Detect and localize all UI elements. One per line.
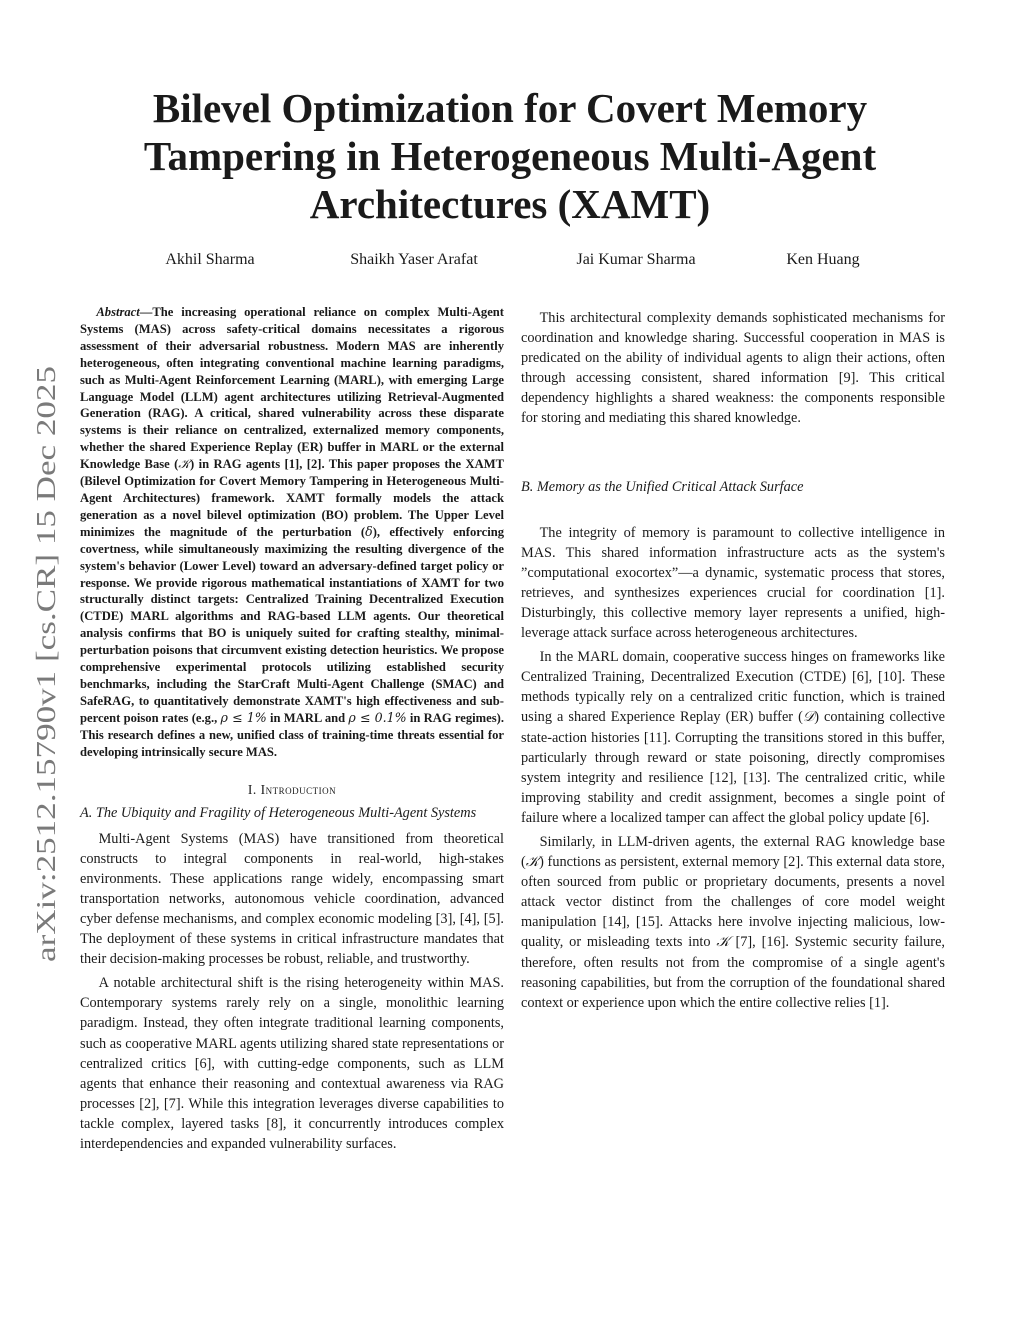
section-heading-introduction xyxy=(80,780,504,800)
er-buffer-symbol: 𝒟 xyxy=(802,709,815,726)
paragraph-text: Similarly, in LLM-driven agents, the external RAG knowledge base ( xyxy=(521,833,945,871)
abstract-text: ) in RAG agents [1], [2]. This paper proposes the XAMT (Bilevel Optimization for Covert Memory Tampering in Heterogeneous Multi-Agent Architectures) framework. XAMT formally models the attack generation as a novel bilevel optimization (BO) problem. The Upper Level minimizes the magnitude of the perturbation ( xyxy=(80,457,504,539)
abstract-text: The increasing operational reliance on complex Multi-Agent Systems (MAS) across safety-critical domains necessitates a rigorous assessment of their adversarial robustness. Modern MAS are inherently heterogeneous, often integrating conventional machine learning paradigms, such as Multi-Agent Reinforcement Learning (MARL), with emerging Large Language Model (LLM) agent architectures utilizing Retrieval-Augmented Generation (RAG). A critical, shared vulnerability across these disparate systems is their reliance on centralized, externalized memory components, whether the shared Experience Replay (ER) buffer in MARL or the external Knowledge Base ( xyxy=(80,305,504,472)
abstract-text: ), effectively enforcing covertness, while simultaneously maximizing the resulting divergence of the system's behavior (Lower Level) toward an adversary-defined target policy or response. We provide rigorous mathematical instantiations of XAMT for two structurally distinct targets: Centralized Training Decentralized Execution (CTDE) MARL algorithms and RAG-based LLM agents. Our theoretical analysis confirms that BO is uniquely suited for crafting stealthy, minimal-perturbation poisons that circumvent existing detection heuristics. We propose comprehensive experimental protocols utilizing established security benchmarks, including the StarCraft Multi-Agent Challenge (SMAC) and SafeRAG, to quantitatively demonstrate XAMT's high effectiveness and sub-percent poison rates (e.g., xyxy=(80,524,504,725)
paragraph-b1: The integrity of memory is paramount to collective intelligence in MAS. This shared information infrastructure acts as the system's ”computational exocortex”—a dynamic, systematic process that stores, retrieves, and synthesizes experiences crucial for coordination [1]. Disturbingly, this collective memory layer represents a unified, high-leverage attack surface across heterogeneous architectures. xyxy=(521,524,945,642)
paragraph-a2: A notable architectural shift is the rising heterogeneity within MAS. Contemporary systems rarely rely on a single, monolithic learning paradigm. Instead, they often integrate traditional learning components, such as cooperative MARL agents utilizing shared state representations or centralized critics [6], with cutting-edge components, such as LLM agents that enhance their reasoning and contextual awareness via RAG processes [2], [7]. While this integration leverages diverse capabilities to tackle complex, layered tasks [8], it concurrently introduces complex interdependencies and expanded vulnerability surfaces. xyxy=(80,975,504,1152)
abstract-text: in RAG regimes). This research defines a new, unified class of training-time threats essential for developing intrinsically secure MAS. xyxy=(80,710,504,759)
author-name: Shaikh Yaser Arafat xyxy=(350,251,478,268)
knowledge-base-symbol: 𝒦 xyxy=(525,854,540,871)
paragraph-a1: Multi-Agent Systems (MAS) have transitioned from theoretical constructs to integral components in real-world, high-stakes environments. These applications range widely, encompassing smart transportation networks, autonomous vehicle coordination, advanced cyber defense mechanisms, and complex economic modeling [3], [4], [5]. The deployment of these systems in critical infrastructure mandates that their decision-making processes be robust, reliable, and trustworthy. xyxy=(80,830,504,968)
marl-poison-rate: ρ ≤ 1% xyxy=(220,709,267,725)
subsection-heading-b: B. Memory as the Unified Critical Attack Surface xyxy=(521,478,804,495)
paragraph-a3: This architectural complexity demands sophisticated mechanisms for coordination and knowledge sharing. Successful cooperation in MAS is predicated on the ability of individual agents to align their actions, often through accessing consistent, shared information [9]. This critical dependency highlights a shared weakness: the components responsible for storing and mediating this shared knowledge. xyxy=(521,310,945,427)
author-list xyxy=(0,250,1024,274)
perturbation-symbol: δ xyxy=(365,523,373,539)
abstract xyxy=(80,304,504,760)
rag-poison-rate: ρ ≤ 0.1% xyxy=(348,709,407,725)
author-name: Jai Kumar Sharma xyxy=(576,251,696,268)
paragraph-b2 xyxy=(521,647,945,828)
paragraph-text: In the MARL domain, cooperative success hinges on frameworks like Centralized Training, Decentralized Execution (CTDE) [6], [10]. These methods typically rely on a centralized critic function, which is trained using a shared Experience Replay (ER) buffer ( xyxy=(521,649,945,726)
arxiv-identifier-text: arXiv:2512.15790v1 [cs.CR] 15 Dec 2025 xyxy=(31,503,61,962)
paragraph-text: [7], [16]. Systemic security failure, therefore, often results not from the compromise of a single agent's reasoning capabilities, but from the corruption of the foundational shared context or experience upon which the entire collective relies [1]. xyxy=(521,934,945,1011)
subsection-heading-a: A. The Ubiquity and Fragility of Heterogeneous Multi-Agent Systems xyxy=(80,804,477,821)
abstract-text: in MARL and xyxy=(266,710,349,725)
left-column xyxy=(80,304,504,1154)
paragraph-text: ) functions as persistent, external memory [2]. This external data store, often sourced from public or proprietary documents, presents a novel attack vector distinct from the challenges of core model weight manipulation [14], [15]. Attacks here involve injecting malicious, low-quality, or misleading texts into xyxy=(521,854,945,951)
abstract-dash: — xyxy=(139,305,153,319)
arxiv-identifier-stamp xyxy=(22,364,68,964)
abstract-label: Abstract xyxy=(96,305,140,319)
right-column xyxy=(521,304,945,1013)
paragraph-b3 xyxy=(521,832,945,1013)
knowledge-base-symbol: 𝒦 xyxy=(178,456,191,472)
paragraph-text: ) containing collective state-action histories [11]. Corrupting the transitions stored in this buffer, particularly through reward or state poisoning, directly compromises system integrity and resilience [12], [13]. The centralized critic, while improving stability and credit assignment, becomes a single point of failure where a localized tamper can affect the global policy update [6]. xyxy=(521,709,945,826)
paper-title: Bilevel Optimization for Covert Memory Tampering in Heterogeneous Multi-Agent Architectures (XAMT) xyxy=(143,85,877,227)
author-name: Akhil Sharma xyxy=(165,251,255,268)
knowledge-base-symbol: 𝒦 xyxy=(716,934,730,951)
section-number: I. xyxy=(247,782,257,798)
section-title: Introduction xyxy=(260,782,337,798)
author-name: Ken Huang xyxy=(786,251,860,268)
